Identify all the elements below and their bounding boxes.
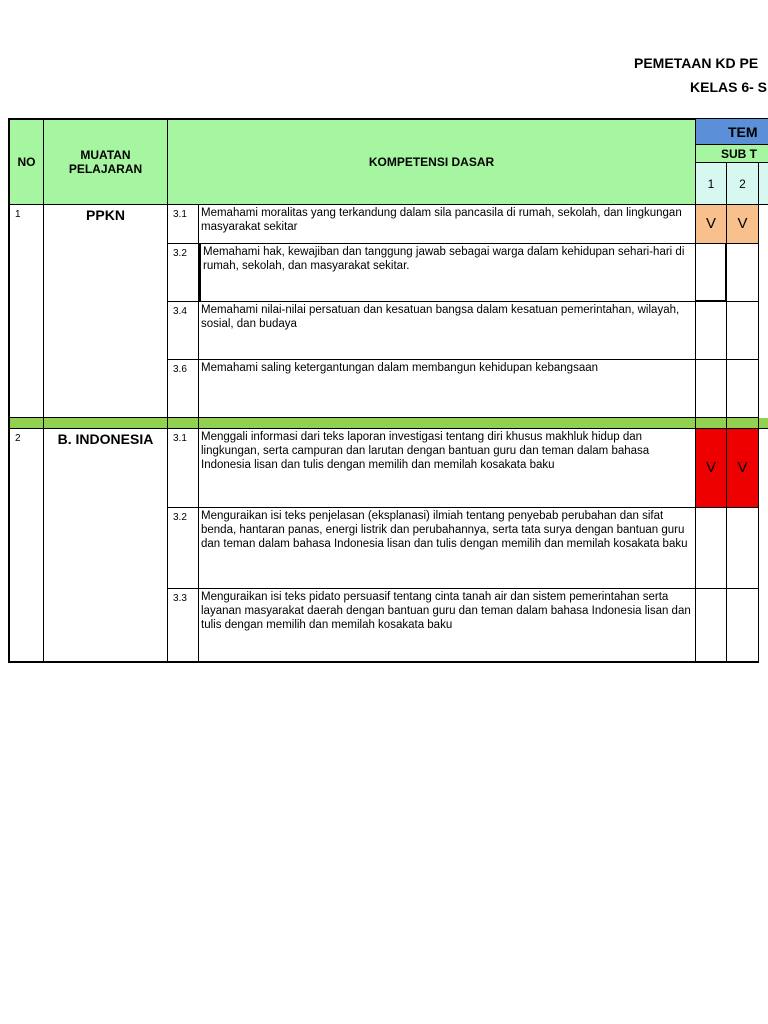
kd-code: 3.4 (168, 302, 199, 360)
mark-cell (696, 508, 727, 589)
row-no-ppkn: 1 (8, 205, 44, 418)
mark-cell (727, 302, 759, 360)
kd-text: Memahami hak, kewajiban dan tanggung jawab sebagai warga dalam kehidupan sehari-hari di rumah, sekolah, dan masyarakat sekitar. (199, 244, 696, 302)
kd-text: Memahami saling ketergantungan dalam membangun kehidupan kebangsaan (199, 360, 696, 418)
header-sub-3 (759, 163, 768, 205)
mark-cell (727, 508, 759, 589)
mark-cell (696, 589, 727, 663)
separator-row (696, 418, 727, 429)
mark-cell (696, 302, 727, 360)
mark-cell (727, 360, 759, 418)
mark-cell: V (696, 429, 727, 508)
kd-text: Menguraikan isi teks penjelasan (eksplanasi) ilmiah tentang penyebab perubahan dan sifat benda, hantaran panas, energi listrik dan perubahannya, serta tata surya dengan bantuan guru dan teman dalam bahasa Indonesia lisan dan tulis dengan memilih dan memilah kosakata baku (199, 508, 696, 589)
header-sub-2: 2 (727, 163, 759, 205)
kd-text: Menguraikan isi teks pidato persuasif tentang cinta tanah air dan sistem pemerintahan serta layanan masyarakat daerah dengan bantuan guru dan teman dalam bahasa Indonesia lisan dan tulis dengan memilih dan memilah kosakata baku (199, 589, 696, 663)
subject-bindo: B. INDONESIA (44, 429, 168, 663)
separator-row (8, 418, 44, 429)
separator-row (759, 418, 768, 429)
kd-code: 3.2 (168, 244, 199, 302)
separator-row (199, 418, 696, 429)
separator-row (727, 418, 759, 429)
kd-text: Memahami moralitas yang terkandung dalam sila pancasila di rumah, sekolah, dan lingkungan masyarakat sekitar (199, 205, 696, 244)
kd-text: Menggali informasi dari teks laporan investigasi tentang diri khusus makhluk hidup dan lingkungan, serta campuran dan larutan dengan bantuan guru dan teman dalam bahasa Indonesia lisan dan tulis dengan memilih dan memilah kosakata baku (199, 429, 696, 508)
mark-cell (696, 360, 727, 418)
kd-text: Memahami nilai-nilai persatuan dan kesatuan bangsa dalam kesatuan pemerintahan, wilayah, sosial, dan budaya (199, 302, 696, 360)
kd-code: 3.1 (168, 429, 199, 508)
mark-cell (727, 244, 759, 302)
separator-row (44, 418, 168, 429)
header-kompetensi-dasar: KOMPETENSI DASAR (168, 118, 696, 205)
header-muatan-pelajaran: MUATAN PELAJARAN (44, 118, 168, 205)
kd-code: 3.1 (168, 205, 199, 244)
header-no: NO (8, 118, 44, 205)
kd-code: 3.2 (168, 508, 199, 589)
row-no-bindo: 2 (8, 429, 44, 663)
document-title-line2: KELAS 6- S (690, 79, 768, 95)
header-tema: TEM (696, 118, 768, 145)
document-title-line1: PEMETAAN KD PE (634, 55, 759, 71)
kd-code: 3.6 (168, 360, 199, 418)
mark-cell: V (727, 429, 759, 508)
separator-row (168, 418, 199, 429)
subject-ppkn: PPKN (44, 205, 168, 418)
mark-cell (727, 589, 759, 663)
header-subtema: SUB T (696, 145, 768, 163)
header-sub-1: 1 (696, 163, 727, 205)
kd-code: 3.3 (168, 589, 199, 663)
mark-cell (696, 244, 727, 302)
mark-cell: V (696, 205, 727, 244)
mark-cell: V (727, 205, 759, 244)
